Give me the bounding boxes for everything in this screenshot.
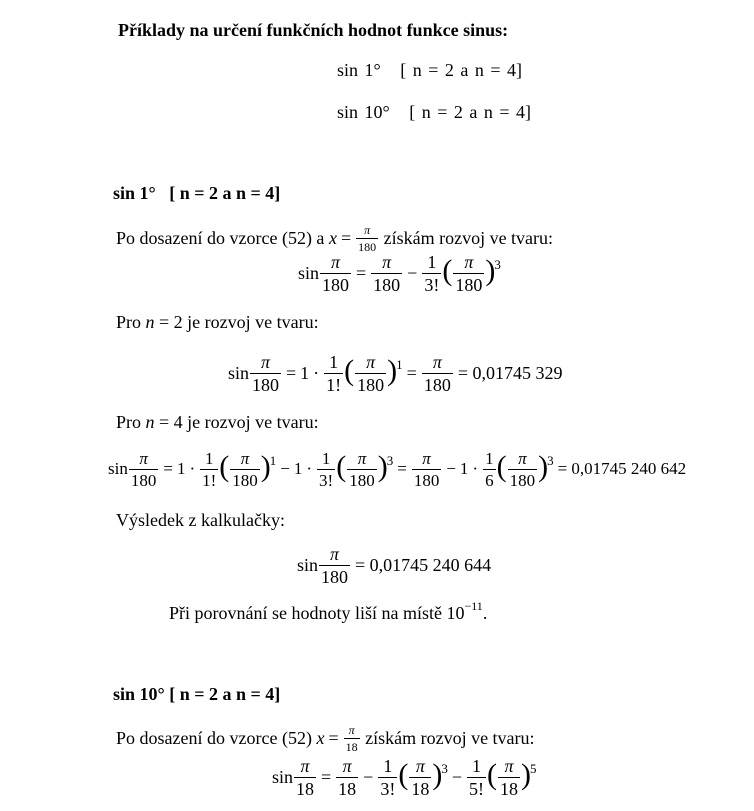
n2-label: Pro n = 2 je rozvoj ve tvaru: bbox=[116, 312, 319, 332]
section2-title: sin 10° [ n = 2 a n = 4] bbox=[113, 684, 281, 704]
sin-label: sin bbox=[298, 262, 320, 283]
equals: = bbox=[340, 227, 352, 248]
comparison-note: Při porovnání se hodnoty liší na místě $10^{-11}$. bbox=[169, 599, 488, 623]
section1-subst-suffix: získám rozvoj ve tvaru: bbox=[379, 227, 554, 248]
n4-result: = 0,01745 240 642 bbox=[557, 459, 687, 478]
fraction-pi-180: $\frac{\pi}{180}$ bbox=[358, 222, 377, 254]
n4-formula: sin $\frac{\pi}{180}$ = 1 · 1 1! ( π 180 ) 1 − 1 · 1 3! ( π 180 ) 3 = $\frac{\pi}{180}$ − 1 · 1 6 ( π 180 ) 3 = 0,01745 240 642 bbox=[108, 448, 687, 490]
calculator-result: = 0,01745 240 644 bbox=[355, 554, 492, 575]
calculator-formula: sin $\frac{\pi}{180}$ = 0,01745 240 644 bbox=[297, 543, 492, 587]
n2-formula: sin $\frac{\pi}{180}$ = 1 · 1 1! ( π 180 ) 1 = $\frac{\pi}{180}$ = 0,01745 329 bbox=[228, 351, 563, 395]
calculator-label: Výsledek z kalkulačky: bbox=[116, 510, 285, 530]
section1-general-formula: sin $\frac{\pi}{180}$ = $\frac{\pi}{180}$ − $\frac{1}{3!}$ ( π 180 ) 3 bbox=[298, 251, 501, 295]
intro-example-1: sin 1° [ n = 2 a n = 4] bbox=[337, 60, 522, 80]
page-heading: Příklady na určení funkčních hodnot funkce sinus: bbox=[118, 20, 509, 40]
x-variable: x bbox=[328, 227, 337, 248]
n4-label: Pro n = 4 je rozvoj ve tvaru: bbox=[116, 412, 319, 432]
intro-example-2: sin 10° [ n = 2 a n = 4] bbox=[337, 102, 531, 122]
n2-result: = 0,01745 329 bbox=[457, 362, 563, 383]
fraction-pi-18: $\frac{\pi}{18}$ bbox=[345, 722, 358, 754]
section2-substitution-line: Po dosazení do vzorce (52) x = $\frac{\pi}{18}$ získám rozvoj ve tvaru: bbox=[116, 722, 535, 754]
section1-subst-prefix: Po dosazení do vzorce (52) a bbox=[116, 227, 329, 248]
section2-general-formula: sin $\frac{\pi}{18}$ = $\frac{\pi}{18}$ − $\frac{1}{3!}$ ( π 18 ) 3 − $\frac{1}{5!}$ ( π 18 ) 5 bbox=[272, 755, 537, 799]
section1-title: sin 1° [ n = 2 a n = 4] bbox=[113, 183, 281, 203]
